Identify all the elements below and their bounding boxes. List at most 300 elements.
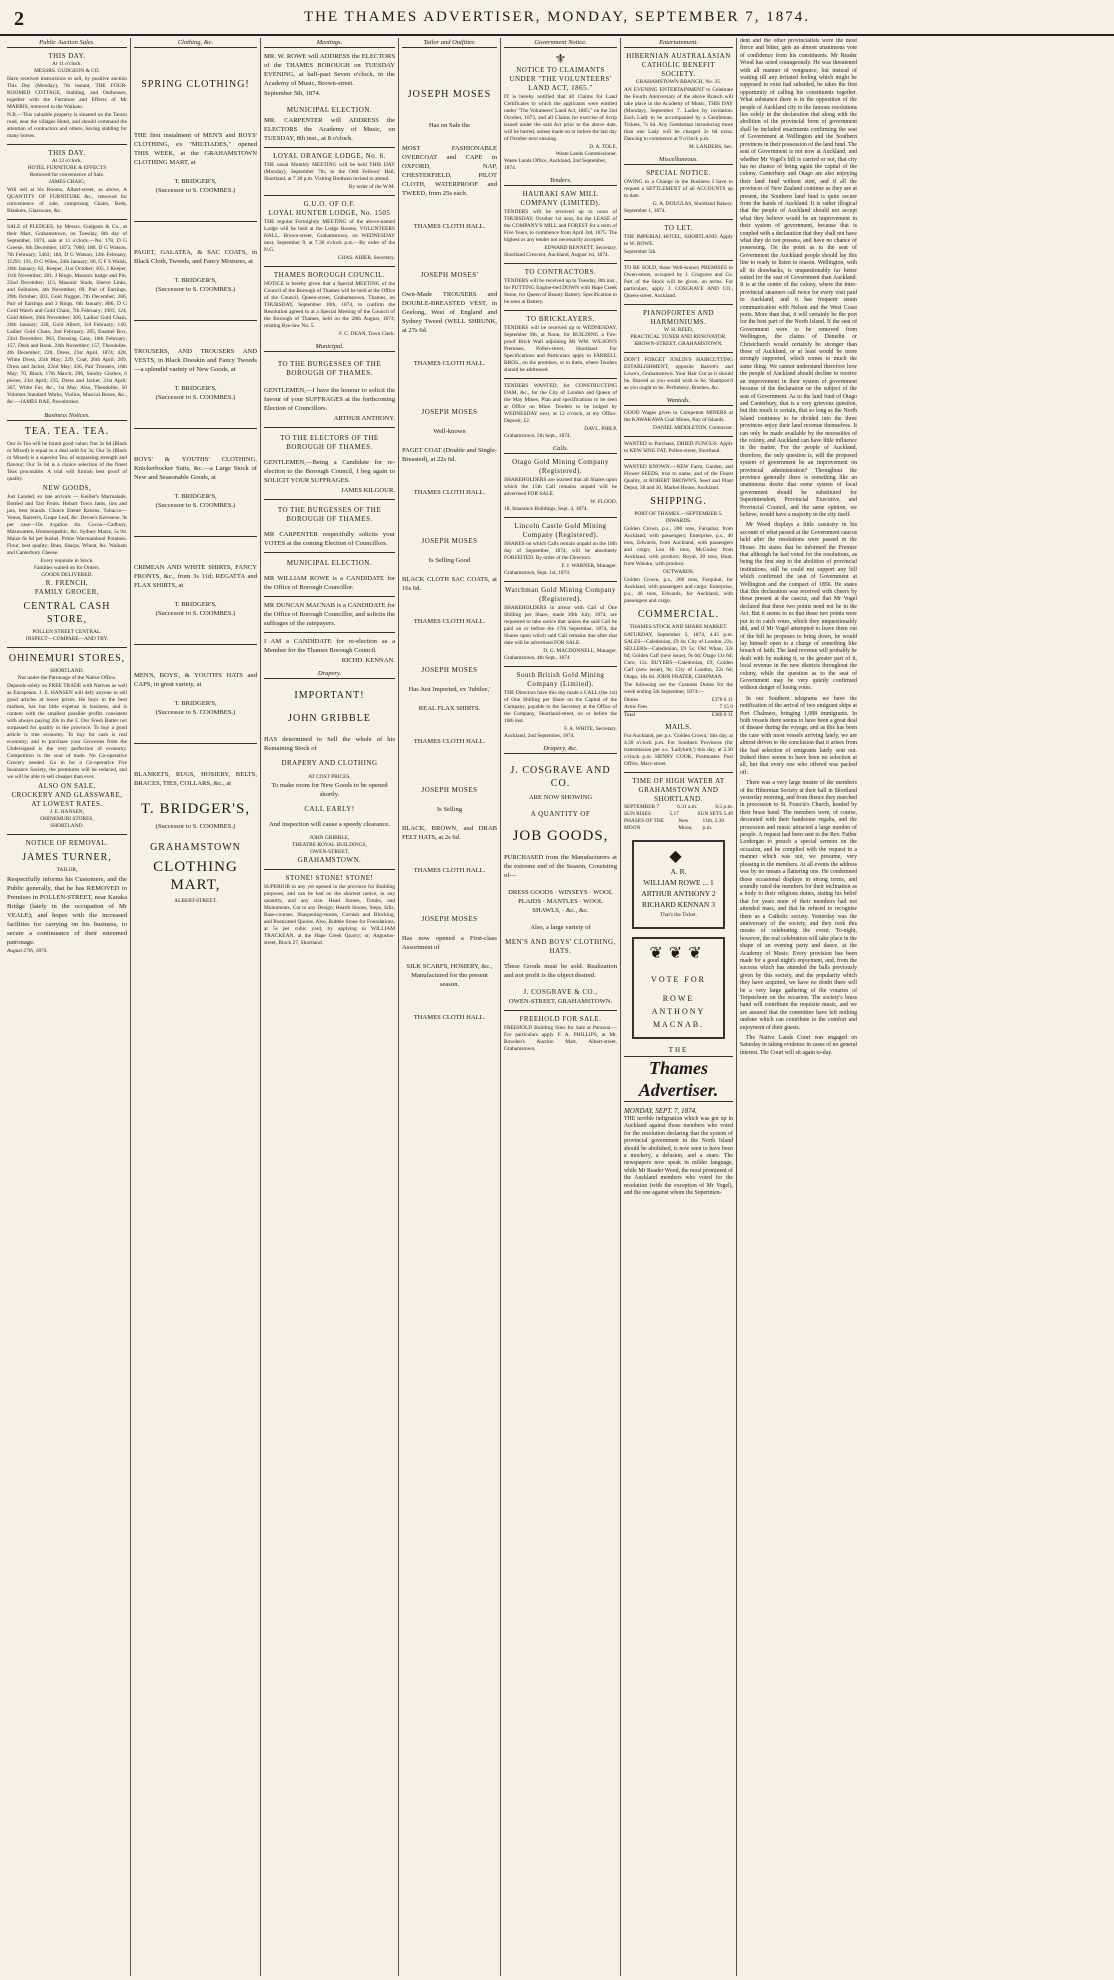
- section-header: Drapery.: [264, 669, 395, 679]
- cloth-hall: THAMES CLOTH HALL.: [413, 738, 486, 745]
- store-street: POLLEN STREET CENTRAL.: [32, 629, 102, 635]
- section-header: Government Notice.: [504, 38, 617, 48]
- mart-street: ALBERT-STREET.: [174, 898, 217, 904]
- duties-table: [624, 697, 733, 704]
- flax-shirts: REAL FLAX SHIRTS.: [418, 705, 481, 712]
- editorial-paragraph: Mr Wood displays a little casuistry in his account of what passed at the Government caucus held after the resolutions were passed in the House. He states that he informed the Premier that although he had voted for the resolutions, as being the first step to the abolition of provincial institutions, still he could not support any bill which confirmed the seat of Government at Wellington and the compact of 1856. He states that this declaration was received with cheers by those present at the caucus, and that Mr Vogel declared that these two points need not be in the Act. But it seems to us that these two points were put in to catch votes, which they unquestionably did, and if Mr Vogel attempted to leave them out of the bill he proposes to bring down, he would lay himself open to a charge of something like breach of faith. The land revenue will probably be dealt with by making it, or the greater part of it, local revenue in the new districts throughout the colony, while the question as to the seat of Government may be very quietly confirmed without danger of losing votes.: [740, 522, 857, 692]
- ad-name: R. FRENCH,: [45, 579, 89, 587]
- stone-heading: STONE! STONE! STONE!: [285, 874, 374, 882]
- tea-ad: [7, 425, 127, 643]
- vote-ticket: [632, 937, 725, 1039]
- ad-heading: THIS DAY.: [48, 149, 86, 157]
- selection-mark-icon: ◆: [669, 848, 688, 865]
- successor-line: (Successor to S. COOMBES.): [155, 823, 236, 830]
- council-heading: THAMES BOROUGH COUNCIL.: [273, 271, 386, 279]
- carpenter-address: MR. CARPENTER will ADDRESS the ELECTORS the Academy of Music, on TUESDAY, 8th inst., at 8 o'clock.: [264, 117, 395, 142]
- moses-name: JOSEPH MOSES: [421, 408, 478, 416]
- section-header: Business Notices.: [7, 411, 127, 421]
- inwards-body: Golden Crown, p.s., 200 tons, Farquhar, from Auckland, with passengers; Enterprise, p.s., 40 tons, Edwards, from Auckland, with passengers and cargo; Lou Hi tons, McGinley from Auckland, with produce; Royal, 20 tons, Hunt, from Waiuku, with produce.: [624, 526, 733, 567]
- duties-value: £386 0 11: [711, 712, 733, 718]
- silk-scarfs: SILK SCARFS, HOSIERY, &c.,: [406, 963, 493, 970]
- watchman-place: Grahamstown, 4th Sept., 1874.: [504, 655, 571, 661]
- piano-body: PRACTICAL TUNER AND RENOVATOR. BROWN-STREET, GRAHAMSTOWN.: [630, 334, 727, 347]
- tide-heading: TIME OF HIGH WATER AT GRAHAMSTOWN AND SHORTLAND.: [632, 777, 725, 803]
- ad-heading: THIS DAY.: [48, 52, 86, 60]
- rowe-date: September 5th, 1874.: [264, 90, 321, 97]
- divider: [264, 195, 395, 196]
- hunter-lodge-heading: LOYAL HUNTER LODGE, No. 1505: [268, 209, 391, 217]
- editorial-body: THE terrible indignation which was got up in Auckland against those members who voted for the resolution declaring that the system of provincial government in the North Island should be abolished, is now seen to have been a mockery, a delusion, and a snare. The newspapers now speak in milder language, while Mr Reader Wood, the most prominent of the Auckland members who voted for the resolution (with the exception of Mr Vogel), and the one against whom the Superinten-: [624, 1116, 733, 1197]
- cloth-hall: THAMES CLOTH HALL.: [413, 1014, 486, 1021]
- column-editorial: [736, 38, 1110, 1976]
- south-british-heading: South British Gold Mining Company (Limited).: [516, 671, 605, 688]
- tide-pm: 11th, 2.30 p.m.: [702, 818, 725, 831]
- divider: [264, 596, 395, 597]
- spring-clothing-heading: SPRING CLOTHING!: [141, 79, 250, 90]
- ad-title: HOTEL FURNITURE & EFFECTS: [27, 165, 107, 171]
- tide-pm: SUN SETS 5.49: [697, 811, 733, 817]
- ad-time: At 11 o'clock.: [52, 61, 82, 67]
- rowe-address: MR. W. ROWE will ADDRESS the ELECTORS of the THAMES BOROUGH on TUESDAY EVENING, at half-past Seven o'clock, in the Academy of Music, Brown-street.: [264, 53, 395, 87]
- gribble-cost: AT COST PRICES,: [308, 774, 351, 780]
- tide-am: 6.31 a.m.: [677, 804, 698, 810]
- divider: [624, 772, 733, 773]
- job-goods: JOB GOODS,: [512, 828, 609, 844]
- divider: [264, 869, 395, 870]
- mails-body: For Auckland, per p.s. 'Golden Crown,' this day, at 4.30 o'clock p.m. For Southern Provinces (for transmission per s.s. 'Ladybird,') this day, at 2.30 o'clock p.m. HENRY COOK, Postmaster. Post Office, Mary-street.: [624, 733, 733, 767]
- ohinemuri-ad: [7, 652, 127, 830]
- ad-trade: TAILOR,: [56, 867, 78, 873]
- divider: [134, 536, 257, 537]
- dam-sign: DAVL. PHILP,: [584, 426, 617, 432]
- inspection-line: And inspection will cause a speedy clearance.: [268, 821, 391, 828]
- gribble-sign: JOHN GRIBBLE,: [309, 835, 350, 841]
- divider: [624, 219, 733, 220]
- tide-label: PHASES OF THE MOON: [624, 818, 665, 831]
- landers-sign: M. LANDERS, Sec.: [688, 144, 733, 150]
- column-government-notice: [500, 38, 620, 1976]
- mails-heading: MAILS.: [665, 723, 692, 731]
- manufactured-line: Manufactured for the present season.: [411, 972, 488, 988]
- gribble-address: OWEN-STREET,: [310, 849, 349, 855]
- special-notice-sign: G. A. DOUGLAS, Shortland Bakery.: [652, 201, 733, 207]
- section-header: Municipal.: [264, 342, 395, 352]
- cosgrave-street: OWEN-STREET, GRAHAMSTOWN.: [508, 998, 613, 1005]
- kennan-sign: RICHD. KENNAN.: [341, 657, 395, 664]
- divider: [264, 552, 395, 553]
- ornament-icon: ❦❦❦: [649, 945, 708, 962]
- well-known: Well-known: [433, 428, 466, 435]
- vote-for: VOTE FOR: [651, 975, 706, 984]
- gribble-name: JOHN GRIBBLE: [288, 713, 371, 724]
- columns: [4, 38, 1110, 1976]
- orange-lodge-sign: By order of the W.M.: [348, 184, 395, 190]
- ticket-candidate: WILLIAM ROWE ... 1: [643, 878, 714, 887]
- store-motto: INSPECT—COMPARE—AND TRY.: [25, 636, 109, 642]
- ad-heading: OHINEMURI STORES,: [8, 653, 126, 664]
- otago-sign: W. FLOOD,: [590, 499, 617, 505]
- freehold-heading: FREEHOLD FOR SALE.: [519, 1015, 602, 1023]
- south-british-sign: F. A. WHITE, Secretary.: [564, 726, 617, 732]
- watchman-sign: D. G. MACDONNELL, Manager.: [543, 648, 617, 654]
- ticket-candidate: RICHARD KENNAN 3: [642, 900, 715, 909]
- paper-title: Thames Advertiser.: [624, 1056, 733, 1102]
- cloth-hall: THAMES CLOTH HALL.: [413, 223, 486, 230]
- duties-table: [624, 711, 733, 719]
- ad-body: Respectfully informs his Customers, and the Public generally, that he has REMOVED to Premises in POLLEN-STREET, near Karaka Bridge (lately in the occupation of Mr VEALE); and hopes with the increased facilities for carrying on his business, to secure a continuance of their esteemed patronage.: [7, 876, 127, 946]
- hauraki-sign: EDWARD BENNETT, Secretary.: [544, 245, 617, 251]
- moses-name: JOSEPH MOSES': [420, 271, 479, 279]
- section-header: Entertainment.: [624, 38, 733, 48]
- gribble-address-town: GRAHAMSTOWN.: [297, 856, 362, 864]
- hibernian-heading: HIBERNIAN AUSTRALASIAN CATHOLIC BENEFIT SOCIETY.: [626, 52, 731, 78]
- municipal-heading-2: MUNICIPAL ELECTION.: [286, 559, 373, 567]
- rowe-candidate: MR WILLIAM ROWE is a CANDIDATE for the Office of Borough Councillor.: [264, 575, 395, 591]
- to-let-body: THE IMPERIAL HOTEL, SHORTLAND. Apply to W. ROWE.: [624, 234, 733, 247]
- ticket-top: A. R.: [670, 867, 687, 876]
- election-ticket: [632, 840, 725, 929]
- special-notice-heading: SPECIAL NOTICE.: [646, 169, 711, 177]
- divider: [504, 581, 617, 582]
- now-showing: ARE NOW SHOWING: [528, 794, 593, 801]
- section-header: Public Auction Sales.: [7, 38, 127, 48]
- watchman-body: SHAREHOLDERS in arrear with Call of One Shilling per Share, made 30th July, 1874, are requested to take notice that unless the said Call be paid on or before the 17th September, 1874, the Shares upon which said Call remains due after that date will be advertised FOR SALE.: [504, 605, 617, 646]
- successor-line: (Successor to S. COOMBES.): [155, 610, 236, 617]
- ad-body: Depends solely on FREE TRADE with Natives as well as Europeans. J. E. HANSEN will defy anyone to sell good articles at lower prices. He buys in the best markets, has but little expense in business, and is content with the smallest possible profits consistent with always paying 20s in the £. Our Fresh Butter not surpassed for quality in the province. To buy a good article is true economy. To buy for cash is real economy; and to purchase your Groceries from the Undersigned is the very perfection of economy. Competition is the soul of trade. No Co-operative Grocery needed. Go in for a Co-operative Fire Insurance Society, the premiums will be reduced, and we will be able to sell cheaper than ever.: [7, 683, 127, 780]
- divider: [504, 1010, 617, 1011]
- hunter-lodge-sign: CHAS. AHIER, Secretary.: [337, 255, 395, 261]
- overcoat-body: MOST FASHIONABLE OVERCOAT and CAPE in OXFORD, NAP, CHESTERFIELD, PILOT CLOTH, WATERPROOF and TWEED, from 25s each.: [402, 145, 497, 197]
- burgesses-heading: TO THE BURGESSES OF THE BOROUGH OF THAMES.: [277, 360, 382, 377]
- boys-body: BOYS' & YOUTHS' CLOTHING, Knickerbocker Suits, &c.—a Large Stock of New and Seasonable Goods, at: [134, 456, 257, 481]
- fungus-body: WANTED to Purchase, DRIED FUNGUS. Apply to KEW SING FAT, Pollen-street, Shortland.: [624, 441, 733, 454]
- moses-name: JOSEPH MOSES: [421, 537, 478, 545]
- paget-body: PAGET COAT (Double and Single-Breasted), at 22s 6d.: [402, 447, 497, 463]
- lincoln-place: Grahamstown, Sept. 1st, 1874.: [504, 570, 571, 576]
- orange-lodge-body: THE usual Monthly MEETING will be held THIS DAY (Monday), September 7th, in the Odd Fellows' Hall, Shortland, at 7.30 p.m. Visiting Brethren invited to attend.: [264, 162, 395, 182]
- felt-hats: BLACK, BROWN, and DRAB FELT HATS, at 2s 6d.: [402, 825, 497, 841]
- divider: [264, 427, 395, 428]
- council-sign: F. C. DEAN, Town Clerk.: [339, 331, 395, 337]
- pledges-sale: SALE of PLEDGES, by Messrs. Gudgeon & Co., at their Mart, Grahamstown, on Tuesday, 8th day of September, 1874, sale at 11 o'clock.—No. 178, D G Greene, 6th December, 1873; 7060; 180, D G Watson, 7th February; 5463; 184, D G Watson, 12th February, 11291; 191, D G Wiles, 24th January; 60, G F S Walsh, 26th January; 82, Keeper, 31st October; 105, J Keeper, 11th November; 281, J Ringe, Masonic badge and Pin, 22nd December; 113, Masonic Studs, Sleeve Links, and Solitaires, 4th November; 69, Pair of Earrings, 29th October; 203, Gold Nugget, 7th December; 286, Pair of Earrings and 3 Rings, 6th January; 886, D G Gold Watch and Gold Chain, 7th February; 1903, 124, Gold Albert, 26th November; 306, Ladies' Gold Chain, 26th January; 328, Gold Albert, 3rd February; 140, Ladies' Gold Chain, 2nd February; 285, Enamel Box, 23rd December; 963, Dressing Case, 16th February; 157, Desk and Book, 24th November; 157, Theodolite, 4th December; 220, Dress, 21st April, 1874; 428, White Dress, 25th May; 229, Coat, 26th April; 289, Dress and Jacket, 22nd May; 436, Pair Trousers, 16th May; 70, Black, 17th March; 296, Sundry Clothes, 6 pieces, 21st April; 235, Dress and Jacket, 21st April; 367, White Fur, &c., 1st May. Also, Theodolite, 50 Volumes Standard Works, Violins, Musical Boxes, &c., &c.—JAMES RAE, Pawnbroker.: [7, 224, 127, 405]
- editorial-paragraph: The Native Lands Court was engaged on Saturday in taking evidence in cases of no general interest. The Court will sit again to-day.: [740, 1035, 857, 1056]
- dam-place: Grahamstown, 5th Sept., 1874.: [504, 433, 571, 439]
- divider: [504, 310, 617, 311]
- lincoln-heading: Lincoln Castle Gold Mining Company (Registered).: [514, 522, 607, 539]
- orange-lodge-heading: LOYAL ORANGE LODGE, No. 6.: [273, 152, 386, 160]
- ad-body: Our 2s Tea will be found good value; Our 2s 6d (Black or Mixed) is equal to a deal sold for 3s; Our 3s (Black or Mixed) is a superior Tea, of surpassing strength and flavour; Our 3s 6d is a choice selection of the finest Teas procurable. A trial will furnish best proof of quality.: [7, 441, 127, 482]
- ad-time: At 12 o'clock.: [51, 158, 83, 164]
- divider: [134, 221, 257, 222]
- kilgour-sign: JAMES KILGOUR.: [341, 487, 395, 494]
- freehold-body: FREEHOLD Building Sites for Sale at Parawai.—For particulars apply F. A. PHILLIPS, at Mr. Bowden's Auction Mart, Albert-street, Grahamstown.: [504, 1025, 617, 1052]
- section-header: Tailor and Outfitter.: [402, 38, 497, 48]
- anthony-sign: ARTHUR ANTHONY.: [333, 415, 395, 422]
- spring-body: THE first instalment of MEN'S and BOYS' CLOTHING, ex "MILTIADES," opened THIS WEEK, at the GRAHAMSTOWN CLOTHING MART, at: [134, 132, 257, 166]
- trousers-body: Own-Made TROUSERS and DOUBLE-BREASTED VEST, in Geelong, West of England and Sydney Tweed (WELL SHRUNK, at 27s 6d.: [402, 291, 497, 334]
- vote-candidate: ANTHONY: [651, 1007, 706, 1016]
- volunteers-sign-title: Waste Lands Commissioner.: [555, 151, 617, 157]
- gribble-address: THEATRE ROYAL BUILDINGS,: [292, 842, 367, 848]
- masthead-title: THE THAMES ADVERTISER, MONDAY, SEPTEMBER 7, 1874.: [303, 9, 811, 25]
- quantity-line: A QUANTITY OF: [530, 810, 591, 818]
- hunter-lodge-body: THE regular Fortnightly MEETING of the above-named Lodge will be held at the Lodge Rooms, VOLUNTEERS HALL, Brown-street, Grahamstown, on WEDNESDAY next, September 9, at 7.30 o'clock p.m.—By order of the N.G.: [264, 219, 395, 253]
- section-header: Tenders.: [504, 176, 617, 186]
- share-market-body: SATURDAY, September 5, 1874, 4.45 p.m. SALES—Caledonian, £9 4s; City of London, 22s. SELLERS—Caledonian, £9 5s; Old Whau, 32s 6d; Golden Calf (new issue), 9s 6d; Otago 11s 6d; Cure, 11s. BUYERS—Caledonian, £9; Golden Calf (new issue), 9s; City of London, 22s 6d; Otago, 10s 6d. JOHN FRATER, CHAPMAN.: [624, 632, 733, 680]
- south-british-place: Auckland, 2nd September, 1874.: [504, 733, 575, 739]
- column-public-auction-sales: [4, 38, 130, 1976]
- on-sale: Has on Sale the: [428, 122, 471, 129]
- successor-line: (Successor to S. COOMBES.): [155, 286, 236, 293]
- ad-line: CROCKERY AND GLASSWARE,: [11, 791, 123, 799]
- otago-heading: Otago Gold Mining Company (Registered).: [512, 458, 609, 475]
- ad-subheading: NEW GOODS,: [42, 484, 92, 492]
- ad-heading: NOTICE OF REMOVAL.: [25, 839, 109, 847]
- vote-candidate: MACNAB.: [652, 1020, 705, 1029]
- duties-value: £378 6 11: [711, 697, 733, 703]
- moses-name: JOSEPH MOSES: [407, 89, 492, 100]
- editorial-paragraph: There was a very large muster of the members of the Hibernian Society at their hall in Shortland yesterday morning, and from thence they marched in procession to St. Francis's Church, headed by their brass band. The members were, of course, decorated with their handsome regalia, and the procession and music attracted a large number of people. A request had been sent to the Rev. Father Lordergan to preach a special sermon on the occasion, and he complied with the request in a manner which was not, we presume, very pleasing to the members. At all events the address was by no means a flattering one. He condemned those occasional displays in strong terms, and soundly rated the members for their inclination as a body to their religious duties, stating his belief that for years none of their members had not attended mass, and that he refused to recognise them as a Catholic society. Yesterday was the anniversary of the society, and they took this means of celebrating the event. To-night, however, the real celebration will take place in the shape of an evening party and dance, at the Academy of Music. Every provision has been made for a good night's enjoyment, and, from the success which has attended the balls previously given by this society, and the popularity which they have acquired, we have no doubt there will be a very large gathering of the votaries of Terpsichore on the occasion. The society's brass band will contribute the requisite music, and we are assured that the committee have left nothing undone which can contribute to the comfort and enjoyment of their guests.: [740, 780, 857, 1031]
- duties-value: 7 15 0: [719, 704, 733, 710]
- ad-name: FAMILY GROCER,: [34, 588, 100, 596]
- volunteers-sign: D. A. TOLE,: [589, 144, 617, 150]
- to-let-heading: TO LET.: [664, 224, 693, 232]
- piano-name: W. H. REED,: [663, 327, 694, 333]
- sold-body: These Goods must be sold. Realization and not profit is the object desired.: [504, 963, 617, 979]
- cosgrave-name: J. COSGRAVE AND CO.: [510, 765, 611, 789]
- volunteers-heading: NOTICE TO CLAIMANTS UNDER "THE VOLUNTEERS' LAND ACT, 1865.": [509, 66, 612, 92]
- miners-body: GOOD Wages given to Competent MINERS at the KAWAKAWA Coal Mines, Bay of Islands.: [624, 410, 733, 423]
- lincoln-sign: F. J. WARNER, Manager.: [561, 563, 617, 569]
- successor-line: (Successor to S. COOMBES.): [155, 709, 236, 716]
- hauraki-heading: HAURAKI SAW MILL COMPANY (LIMITED).: [520, 190, 601, 207]
- tide-label: SEPTEMBER 7: [624, 804, 660, 810]
- bridger-name: T. BRIDGER'S,: [174, 493, 217, 500]
- divider: [264, 499, 395, 500]
- editorial-paragraph: In our Southern telegrams we have the notification of the arrival of two emigrant ships at Port Chalmers, bringing 1,088 immigrants. In both vessels there seems to have been a great deal of disease during the voyage, and as this has been the case with most vessels arriving lately, we are almost driven to the conclusion that it arises from the bad selection of emigrants lately sent out. Indeed there seems to have been no selection at all, but that every one who offered was packed off.: [740, 695, 857, 776]
- kennan-candidate: I AM a CANDIDATE for re-election as a Member for the Thames Borough Council.: [264, 638, 395, 654]
- south-british-body: THE Directors have this day made a CALL (the 1st) of One Shilling per Share on the Capital of the Company, payable to the Secretary at the Office of the Company, Shortland-street, on or before the 16th inst.: [504, 690, 617, 724]
- is-selling: Is Selling: [436, 806, 463, 813]
- special-notice-body: OWING to a Change in the Business I have to request a SETTLEMENT of all ACCOUNTS up to date.: [624, 179, 733, 199]
- section-header: Clothing, &c.: [134, 38, 257, 48]
- duties-label: Total: [624, 712, 635, 718]
- ad-line: ALSO ON SALE,: [38, 782, 96, 790]
- important-heading: IMPORTANT!: [294, 690, 365, 701]
- jubilee-line: Has Just Imported, ex 'Jubilee,': [408, 686, 491, 693]
- column-clothing: [130, 38, 260, 1976]
- gribble-body-2: To make room for New Goods to be opened shortly.: [271, 782, 388, 798]
- seeds-body: WANTED KNOWN.—NEW Farm, Garden, and Flower SEEDS, true to name, and of the Finest Quality, at ROBERT BROWN'S, Seed and Plant Depot, 38 and 30, Market House, Auckland.: [624, 464, 733, 491]
- divider: [504, 666, 617, 667]
- cloth-hall: THAMES CLOTH HALL.: [413, 867, 486, 874]
- cosgrave-sign: J. COSGRAVE & CO.,: [523, 988, 598, 996]
- divider: [264, 266, 395, 267]
- divider: [624, 352, 733, 353]
- column-meetings: [260, 38, 398, 1976]
- cloth-hall: THAMES CLOTH HALL.: [413, 360, 486, 367]
- divider: [624, 260, 733, 261]
- joslin-body: DON'T FORGET JOSLIN'S HAIRCUTTING ESTABLISHMENT, opposite Barrett's and Lowe's, Grahamstown. Your Hair Cut as it should be, Shaved as you would wish to be, Shampoo'd as you ought to be. Perfumery, Brushes, &c.: [624, 357, 733, 391]
- hauraki-place: Shortland Crescent, Auckland, August 1st, 1874.: [504, 252, 609, 258]
- column-tailor: [398, 38, 500, 1976]
- outwards-heading: OUTWARDS.: [662, 569, 695, 575]
- tide-row: [624, 804, 733, 811]
- page-number: 2: [14, 8, 24, 30]
- gribble-stock: DRAPERY AND CLOTHING: [281, 759, 378, 767]
- macnab-candidate: MR DUNCAN MACNAB is a CANDIDATE for the Office of Borough Councillor, and solicits the suffrages of the ratepayers.: [264, 602, 395, 627]
- bricklayers-body: TENDERS will be received up to WEDNESDAY, September 9th, at Noon, for BUILDING a Fire-proof Brick Wall adjoining Mr WM. WILSON'S Premises, Pollen-street, Shortland. For Specifications and Particulars apply to FARRELL BROS., on the premises, or to them, where Tenders should be addressed.: [504, 325, 617, 373]
- ad-line: AT LOWEST RATES.: [31, 800, 103, 808]
- column-entertainment: [620, 38, 736, 1976]
- ad-line: Every requisite in Stock.: [40, 558, 94, 564]
- mart-town: GRAHAMSTOWN: [150, 842, 241, 853]
- guo-heading: G.U.O. OF O.F.: [303, 200, 356, 208]
- port-line: PORT OF THAMES.—SEPTEMBER 5.: [634, 511, 723, 517]
- tide-label: SUN RISES: [624, 811, 651, 817]
- blankets-body: BLANKETS, RUGS, HOSIERY, BELTS, BRACES, TIES, COLLARS, &c., at: [134, 771, 257, 787]
- section-header: Drapery, &c.: [504, 744, 617, 754]
- trousers-body: TROUSERS, AND TROUSERS AND VESTS, in Black Doeskin and Fancy Tweeds—a splendid variety of New Goods, at: [134, 348, 257, 373]
- bridger-name: T. BRIDGER'S,: [174, 385, 217, 392]
- paget-body: PAGET, GALATEA, & SAC COATS, in Black Cloth, Tweeds, and Fancy Mixtures, at: [134, 249, 257, 265]
- auction-ad-cottage: [7, 52, 127, 140]
- section-header: Calls.: [504, 444, 617, 454]
- dam-body: TENDERS WANTED, for CONSTRUCTING DAM, &c., for the City of London and Queen of the May Mines. Plan and specifications to be seen at Office on Mine. Tenders to be lodged by WEDNESDAY next, at 12 o'clock, at my Office. Deposit, £2.: [504, 383, 617, 424]
- ad-place: SHORTLAND.: [50, 668, 84, 674]
- vote-candidate: ROWE: [662, 994, 695, 1003]
- divider: [134, 644, 257, 645]
- moses-name: JOSEPH MOSES: [421, 786, 478, 794]
- ad-line: GOODS DELIVERED.: [41, 572, 93, 578]
- bridger-name: T. BRIDGER'S,: [174, 700, 217, 707]
- auction-ad-furniture: [7, 149, 127, 215]
- divider: [624, 304, 733, 305]
- bricklayers-heading: TO BRICKLAYERS.: [526, 315, 595, 323]
- ad-body: Will sell at his Rooms, Albert-street, as above, A QUANTITY OF FURNITURE &c., removed for convenience of sale, comprising Chairs, Beds, Blankets, Glassware, &c.: [7, 187, 127, 214]
- divider: [7, 219, 127, 220]
- duties-table: [624, 704, 733, 711]
- otago-body: SHAREHOLDERS are warned that all Shares upon which the 15th Call remains unpaid will be advertised FOR SALE.: [504, 477, 617, 497]
- divider: [134, 428, 257, 429]
- ad-heading: TEA. TEA. TEA.: [24, 426, 110, 437]
- section-header: Wanteds.: [624, 396, 733, 406]
- carpenter-solicit: MR CARPENTER respectfully solicits your VOTES at the coming Election of Councillors.: [264, 531, 395, 547]
- editorial-dateline: MONDAY, SEPT. 7, 1874.: [624, 1107, 697, 1115]
- to-let-date: September 5th.: [624, 249, 657, 255]
- divider: [504, 378, 617, 379]
- to-be-sold-body: TO BE SOLD, those Well-known PREMISES in Owen-street, occupied by J. Cosgrave and Co. Part of the Stock will be given, on terms. For particulars, apply J. COSGRAVE AND CO., Queen-street, Auckland.: [624, 265, 733, 299]
- duties-intro: The following are the Customs Duties for the week ending 5th September, 1874:—: [624, 682, 733, 695]
- otago-place: 18, Insurance Buildings, Sept. 4, 1874.: [504, 506, 588, 512]
- special-notice-date: September 1, 1874.: [624, 208, 666, 214]
- ad-date: August 27th, 1874.: [7, 948, 48, 954]
- tide-row: [624, 818, 733, 832]
- assortment-body: Has now opened a First-class Assortment of: [402, 935, 497, 951]
- divider: [504, 263, 617, 264]
- ticket-candidate: ARTHUR ANTHONY 2: [641, 889, 716, 898]
- divider: [264, 632, 395, 633]
- branch-line: GRAHAMSTOWN BRANCH, No. 35.: [635, 79, 722, 85]
- section-header: Miscellaneous.: [624, 155, 733, 165]
- duties-label: Arms Fees: [624, 704, 648, 710]
- electors-heading: TO THE ELECTORS OF THE BOROUGH OF THAMES.: [280, 434, 379, 451]
- council-body: NOTICE is hereby given that a Special MEETING of the Council of the Borough of Thames will be held at the Office of the Council, Queen-street, Grahamstown, Thames, on THURSDAY, September 10th, 1874, to confirm the Resolution agreed to at a Special Meeting of the Council of the Borough of Thames, held on the 28th August, 1874, relating Bye-law No. 5.: [264, 281, 395, 329]
- ticket-foot: That's the Ticket.: [659, 912, 698, 918]
- successor-line: (Successor to S. COOMBES.): [155, 187, 236, 194]
- burgesses-heading-2: TO THE BURGESSES OF THE BOROUGH OF THAMES.: [277, 506, 382, 523]
- inwards-heading: INWARDS.: [665, 518, 692, 524]
- divider: [134, 743, 257, 744]
- divider: [134, 320, 257, 321]
- evening-body: AN EVENING ENTERTAINMENT to Celebrate the Fourth Anniversary of the above Branch will take place in the Academy of Music, THIS DAY (Monday), September 7. Ladies by invitation. Each Lady to be accompanied by a Gentleman. Tickets, 7s 6d. Any Gentleman introducing more than one Lady will be charged 2s 6d extra. Dancing to commence at 9 o'clock p.m.: [624, 87, 733, 142]
- ad-lead: Not under the Patronage of the Native Office.: [17, 675, 117, 681]
- moses-name: JOSEPH MOSES: [421, 666, 478, 674]
- bridger-big-name: T. BRIDGER'S,: [140, 801, 251, 817]
- duties-label: Duties: [624, 697, 639, 703]
- is-selling: Is Selling Good: [428, 557, 471, 564]
- purchased-body: PURCHASED from the Manufacturers at the extreme end of the Season, Consisting of—: [504, 854, 617, 879]
- divider: [7, 834, 127, 835]
- divider: [624, 436, 733, 437]
- miners-sign: DANIEL MIDDLETON, Contractor.: [653, 425, 733, 431]
- bridger-name: T. BRIDGER'S,: [174, 601, 217, 608]
- masthead: [0, 0, 1114, 36]
- ad-body: Just Landed, ex late arrivals — Keiller's Marmalade, Bottled and Tart Fruits. Hobart Town Jams, tins and jars, best brands. Choice Elemé Raisins. Tobacco—Venus, Barrett's, Grape Leaf, &c. Devoe's Kerosene, 9s per case—10s 4-gallon tin. Cocoa—Cadbury, Mazawattee, Homoeopathic, &c. Sydney Maize, 5s 9d. Maize 6s 6d per bushel. Prime Warrnambool Potatoes. Flour, best quality; Bran, Sharps, Wheat, &c. Waikato and Canterbury Cheese.: [7, 494, 127, 556]
- gribble-body: HAS determined to Sell the whole of his Remaining Stock of: [264, 736, 395, 752]
- divider: [264, 147, 395, 148]
- divider: [7, 647, 127, 648]
- kilgour-address: GENTLEMEN,—Being a Candidate for re-election to the Borough Council, I beg again to SOLICIT YOUR SUFFRAGES.: [264, 459, 395, 484]
- section-header: Meetings.: [264, 38, 395, 48]
- hats-body: MEN'S, BOYS', & YOUTH'S HATS and CAPS, in great variety, at: [134, 672, 257, 688]
- tide-am: New Moon,: [678, 818, 693, 831]
- anthony-address: GENTLEMEN,—I have the honour to solicit the favour of your SUFFRAGES at the forthcoming Election of Councillors.: [264, 387, 395, 412]
- call-early: CALL EARLY!: [304, 805, 355, 813]
- ad-sign: SHORTLAND.: [50, 823, 84, 829]
- crimean-body: CRIMEAN AND WHITE SHIRTS, FANCY FRONTS, &c., from 3s 11d; REGATTA and FLAX SHIRTS, at: [134, 564, 257, 589]
- outwards-body: Golden Crown, p.s., 200 tons, Farquhar, for Auckland, with passengers and cargo; Enterprise, p.s., 40 tons, Edwards, for Auckland, with passengers and cargo.: [624, 577, 733, 604]
- ad-sign: OHINEMURI STORES,: [40, 816, 94, 822]
- divider: [624, 459, 733, 460]
- ad-sign: J. E. HANSEN,: [50, 809, 84, 815]
- goods-list: DRESS GOODS · WINSEYS · WOOL PLAIDS · MANTLES · WOOL SHAWLS, · &c., &c.: [508, 889, 613, 914]
- stone-body: SUPERIOR to any yet opened in the province for Building purposes, and can be had on the shortest notice, in any quantity, and any size. Head Stones, Tombs, and Monuments, Cut to any Design; Hearth Stones, Steps, Sills, Base-courses, Sharpening-stones, Cornish and Blocking, and Rusticated Quoins. Also, Rubble Stone for Foundations, at 5s per cubic yard, by applying to WILLIAM TRACKEAN, at the Hape Creek Quarry; or, Augustus-street, Block 27, Shortland.: [264, 884, 395, 946]
- contractors-heading: TO CONTRACTORS.: [524, 268, 597, 276]
- cloth-hall: THAMES CLOTH HALL.: [413, 618, 486, 625]
- store-name: CENTRAL CASH STORE,: [23, 601, 111, 625]
- ad-line: Families waited on for Orders.: [33, 565, 101, 571]
- tide-pm: 6.5 p.m.: [715, 804, 733, 810]
- volunteers-place: Waste Lands Office, Auckland, 2nd September, 1874.: [504, 158, 607, 171]
- ad-body: Have received instructions to sell, by positive auction This Day (Monday), 7th instant, THE FOUR-ROOMED COTTAGE, Stabling, and Outhouses, together with the Furniture and Effects of Mr MARRIS, removed to the Waikato.: [7, 76, 127, 110]
- editorial-continued: dent and the other provincialists were the most fierce and bitter, gets an almost unanimous vote of confidence from his constituents. Mr Reader Wood has acted courageously. He was threatened with all manner of vengeance, but instead of waiting till any irritated feeling which might be supposed to exist had subsided, he takes the first opportunity of calling his constituents together. What substance there is in the opposition of the people of Auckland city to the famous resolutions lies solely in the declaration that along with the abolition of the provincial form of government shall be included enactments confirming the seat of Government at Wellington and the Southern provinces in their possession of the land fund. The seat of Government is not now at Auckland, and whether Mr Vogel's bill is carried or not, that city has no chance of being again the capital of the colony. Canterbury and Otago are also enjoying their land fund without stint, and if all the provinces of New Zealand continue as they are at present, the Southern land fund is quite secure from the hands of Auckland. It is rather illogical that the people of Auckland should not accept what they believe would be an improvement in their system of government, because that is coupled with a declaration that they shall not have what they do not possess, and have no chance of possessing. On the point as to the seat of Government the Auckland people should lay this line to ready to listen to reason. Wellington, with all its drawbacks, is unquestionably far better suited for the seat of Government than Auckland. It is at the centre of the colony, where the inter-provincial steamers call twice for every visit paid to Auckland, and it has frequent steam communication with Nelson and the West Coast ports. More than that, it will certainly be the port for the best part of the North Island. If the seat of Government were to be removed from Wellington, the claims of Dunedin or Christchurch would certainly be stronger than those of Auckland, or at least would be more strongly supported, which comes to much the same thing. We cannot understand therefore how the people of Auckland should decline to receive an improvement in their system of government because of the declaration on the subject of the seat of Government. As to the land fund of Otago and Canterbury, that is a very grievous question, but this much is certain, that so long as the North Island continues to be divided into the three provinces enjoy their land revenue themselves. It can only be made available by the necessities of the colony, and Auckland can have little influence in the matter. For the people of Auckland, therefore, the only question is, will the proposed system of government be an improvement on provincial administration? Throughout the province generally there is something like an unanimous desire that some system of local government should be substituted for Superintendent, Provincial Executive, and Provincial Council, and the same opinion, we believe, would have a majority in the city itself. Mr Wood displays a little casuistry in his account of what passed at the Government caucus held after the resolutions were passed in the House. He states that he informed the Premier that although he had voted for the resolutions, as being the first step to the abolition of provincial institutions, still he could not support any bill which confirmed the seat of Government at Wellington and the compact of 1856. He states that this declaration was received with cheers by those present at the caucus, and that Mr Vogel declared that these two points need not be in the Act. But it seems to us that these two points were put in to catch votes, which they unquestionably did, and if Mr Vogel attempted to leave them out of the bill he proposes to bring down, he would lay himself open to a charge of something like breach of faith. The land revenue will probably be dealt with by making it, or the greater part of it, local revenue in the new districts throughout the colony, while the question as to the seat of Government may be very quietly confirmed without danger of losing votes. In our Southern telegrams we have the notification of the arrival of two emigrant ships at Port Chalmers, bringing 1,088 immigrants. In both vessels there seems to have been a great deal of disease during the voyage, and as this has been the case with most vessels arriving lately, we are almost driven to the conclusion that it arises from the bad selection of emigrants lately sent out. Indeed there seems to have been no selection at all, but that every one who offered was packed off. There was a very large muster of the members of the Hibernian Society at their hall in Shortland yesterday morning, and from thence they marched in procession to St. Francis's Church, headed by their brass band. The members were, of course, decorated with their handsome regalia, and the procession and music attracted a large number of people. A request had been sent to the Rev. Father Lordergan to preach a special sermon on the occasion, and he complied with the request in a manner which was not, we presume, very pleasing to the members. At all events the address was by no means a flattering one. He condemned those occasional displays in strong terms, and soundly rated the members for their inclination as a body to their religious duties, stating his belief that for years none of their members had not attended mass, and that he refused to recognise them as a Catholic society. Yesterday was the anniversary of the society, and they took this means of celebrating the event. To-night, however, the real celebration will take place in the shape of an evening party and dance, at the Academy of Music. Every provision has been made for a good night's enjoyment, and, from the success which has attended the balls previously given by this society, and the popularity which they have acquired, we have no doubt there will be a very large gathering of the votaries of Terpsichore on the occasion. The society's brass band will contribute the requisite music, and we are assured that the committee have left nothing undone which can contribute to the comfort and enjoyment of their guests. The Native Lands Court was engaged on Saturday in taking evidence in cases of no general interest. The Court will sit again to-day.: [740, 38, 857, 1056]
- successor-line: (Successor to S. COOMBES.): [155, 394, 236, 401]
- commercial-heading: COMMERCIAL.: [637, 609, 720, 620]
- hauraki-body: TENDERS will be received up to noon of THURSDAY, October 1st next, for the LEASE of the COMPANY'S MILL and FOREST for a term of Five Years, to commence from April 3rd, 1875. The highest or any tender not necessarily accepted.: [504, 209, 617, 243]
- mart-name: CLOTHING MART,: [153, 859, 238, 893]
- successor-line: (Successor to S. COOMBES.): [155, 502, 236, 509]
- cloth-hall: THAMES CLOTH HALL.: [413, 489, 486, 496]
- boys-clothing: MEN'S AND BOYS' CLOTHING, HATS.: [505, 938, 616, 955]
- moses-name: JOSEPH MOSES: [421, 915, 478, 923]
- sac-body: BLACK CLOTH SAC COATS, at 16s 6d.: [402, 576, 497, 592]
- ad-subtitle: Removed for convenience of Sale.: [29, 172, 105, 178]
- divider: [7, 144, 127, 145]
- tide-row: [624, 811, 733, 818]
- lincoln-body: SHARES on which Calls remain unpaid on the 18th day of September, 1874, will be absolutely FORFEITED. By order of the Directors.: [504, 541, 617, 561]
- volunteers-body: IT is hereby notified that all Claims for Land Certificates to which the applicants were entitled under "The Volunteers' Land Act, 1865," on the 2nd October, 1873, and all Claims for exercise of Scrip issued under the said Act prior to the above date, will be barred, unless made on or before the last day of October next ensuing.: [504, 94, 617, 142]
